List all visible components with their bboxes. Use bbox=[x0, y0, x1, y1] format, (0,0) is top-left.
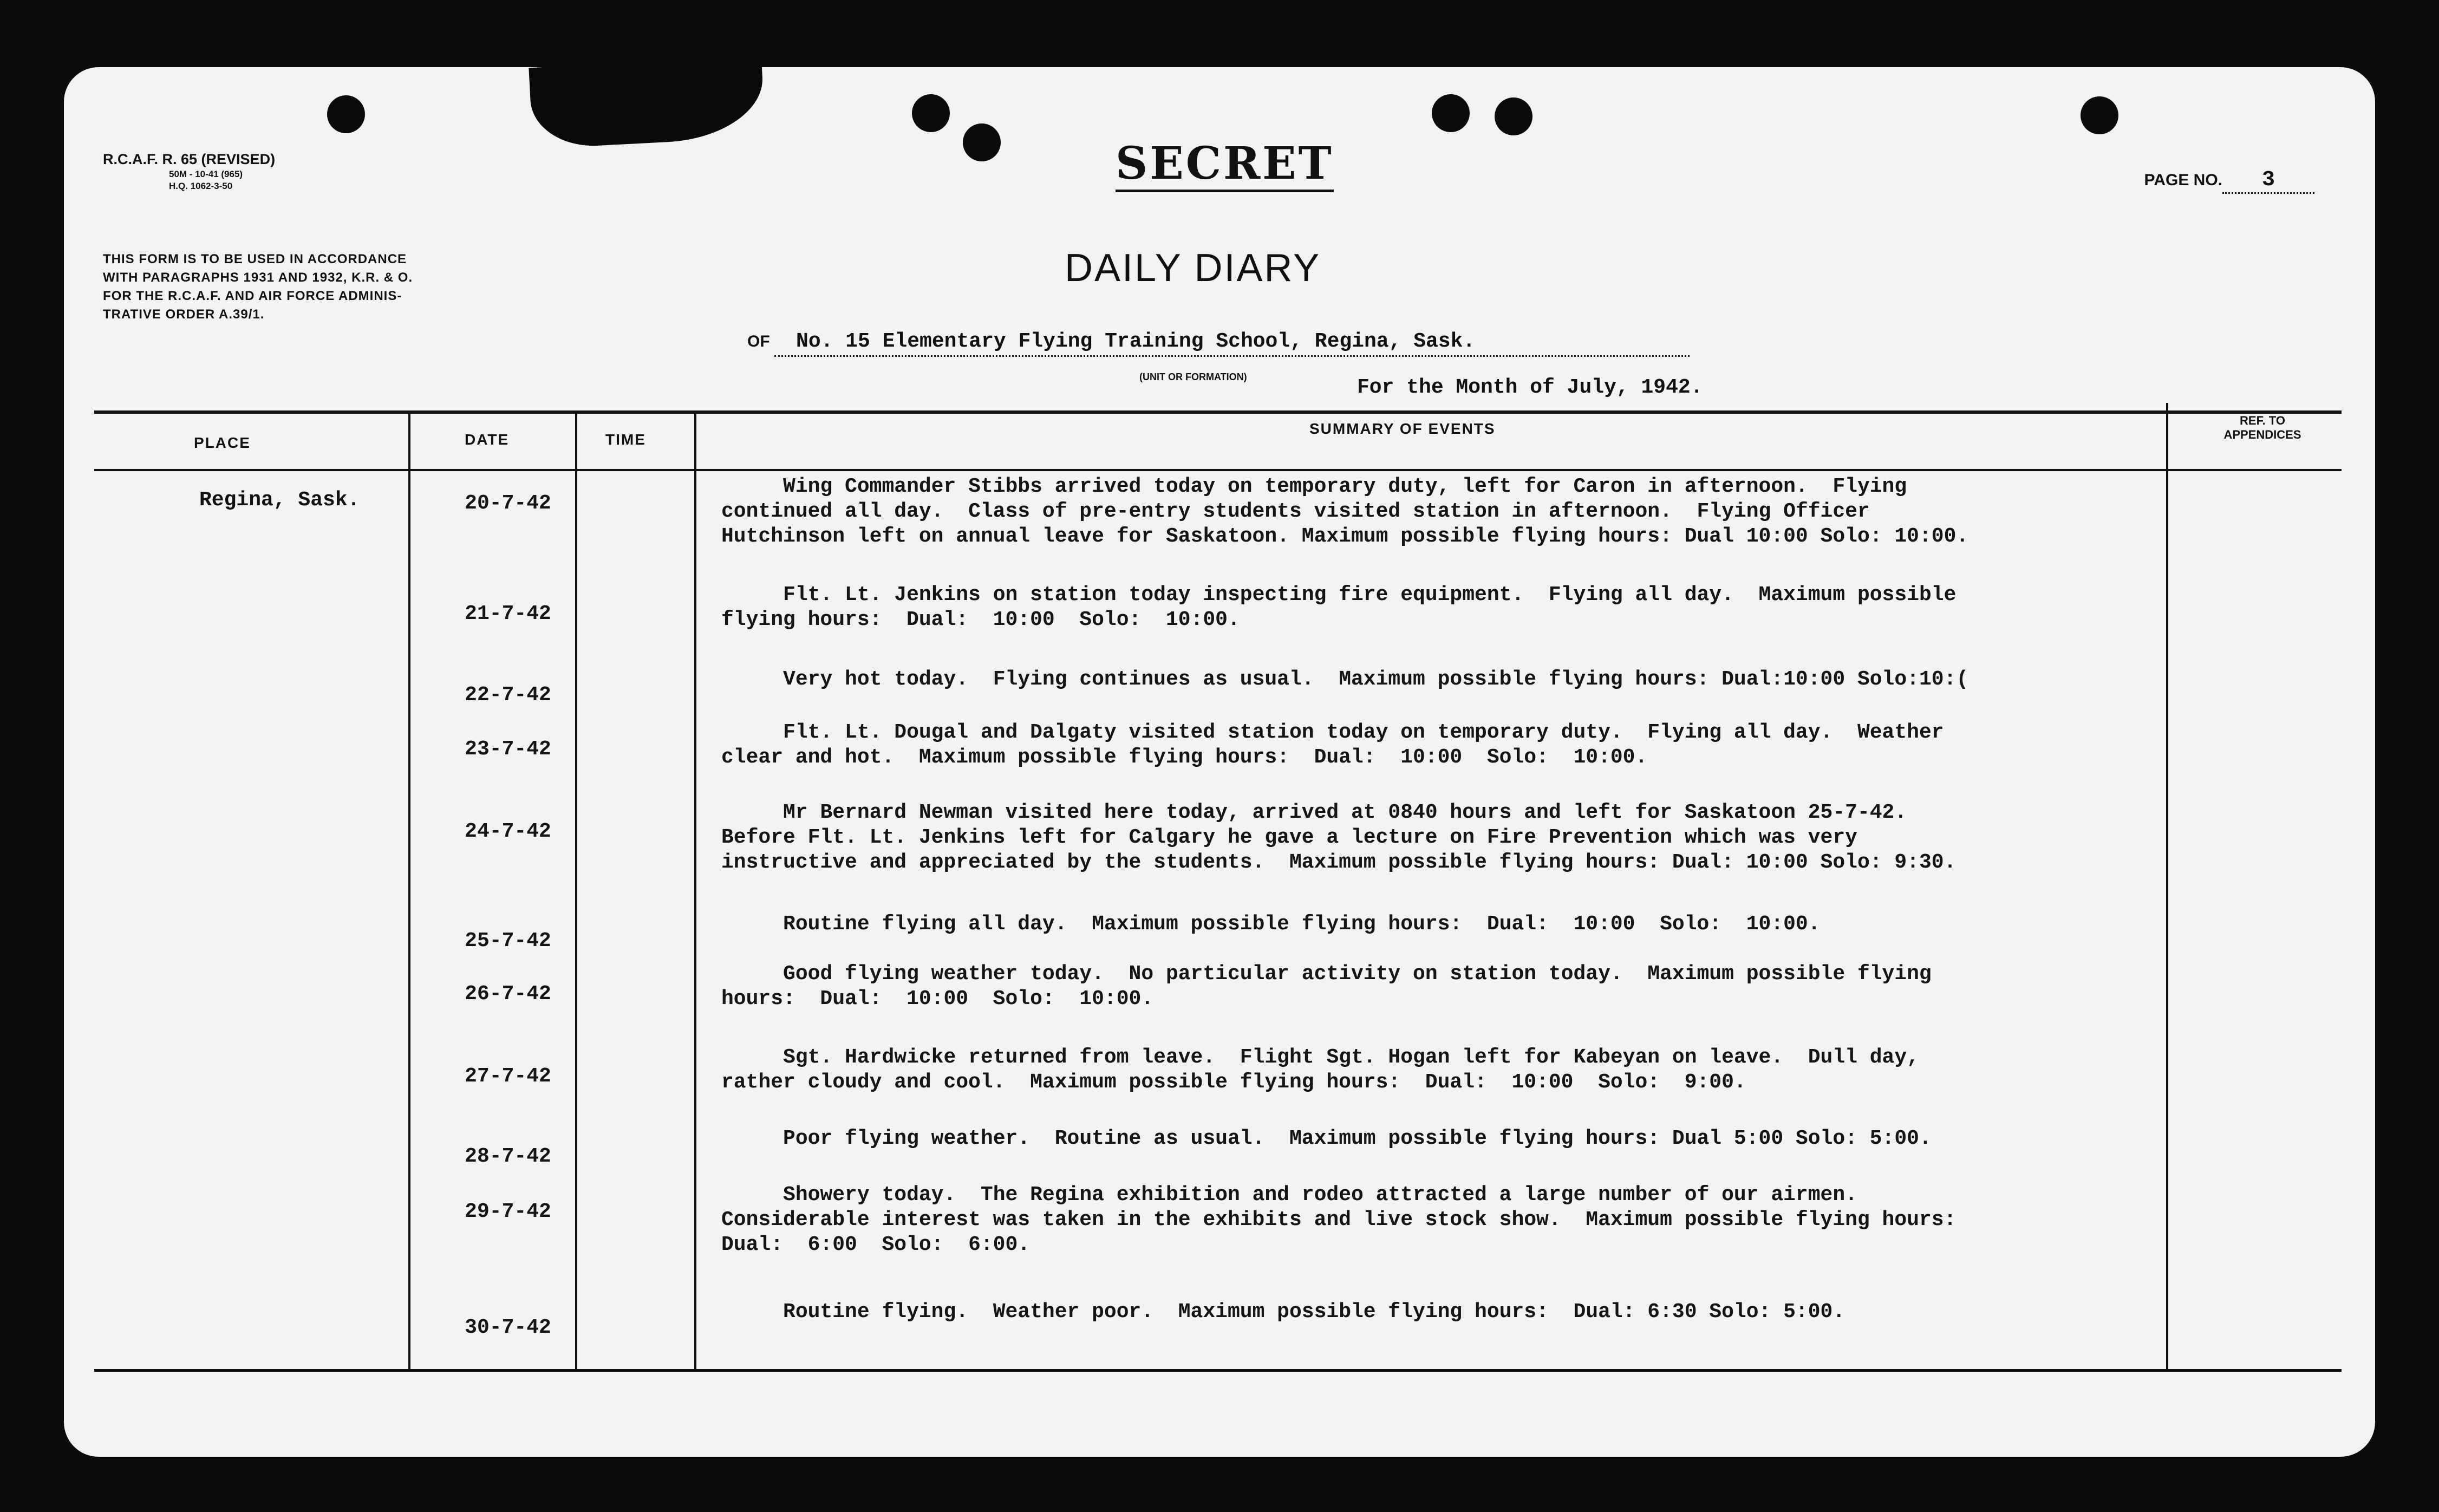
unit-field bbox=[747, 328, 1690, 357]
column-divider bbox=[694, 414, 696, 1371]
entry-summary: Very hot today. Flying continues as usual. Maximum possible flying hours: Dual:10:00 Solo:10:( bbox=[721, 668, 1969, 691]
header-rule bbox=[94, 469, 2342, 471]
column-divider bbox=[408, 414, 410, 1371]
diary-sheet bbox=[64, 67, 2375, 1457]
punch-hole bbox=[1495, 97, 1532, 135]
entry-date: 27-7-42 bbox=[465, 1065, 551, 1088]
entry-date: 20-7-42 bbox=[465, 492, 551, 515]
entry-summary: Wing Commander Stibbs arrived today on temporary duty, left for Caron in afternoon. Flying continued all day. Class of pre-entry students visited station in afternoon. Flying Officer Hutchinson left on annual leave for Saskatoon. Maximum possible flying hours: Dual 10:00 Solo: 10:00. bbox=[721, 475, 1969, 548]
entry-date: 25-7-42 bbox=[465, 929, 551, 953]
punch-hole bbox=[2081, 96, 2118, 134]
instruction-line: THIS FORM IS TO BE USED IN ACCORDANCE bbox=[103, 252, 407, 266]
punch-hole bbox=[1432, 94, 1470, 132]
page-label: PAGE NO. bbox=[2144, 171, 2222, 189]
form-identifier bbox=[103, 151, 275, 192]
entry-date: 23-7-42 bbox=[465, 738, 551, 761]
table-top-rule bbox=[94, 410, 2342, 414]
torn-corner bbox=[529, 67, 765, 149]
ref-header-line: REF. TO bbox=[2240, 414, 2285, 427]
place-cell: Regina, Sask. bbox=[199, 488, 360, 512]
page-number-field bbox=[2144, 168, 2314, 194]
form-instructions bbox=[103, 250, 413, 324]
page-number: 3 bbox=[2222, 168, 2314, 194]
month-line: For the Month of July, 1942. bbox=[1357, 376, 1703, 399]
place-header: PLACE bbox=[194, 434, 251, 451]
unit-name: No. 15 Elementary Flying Training School, Regina, Sask. bbox=[774, 328, 1690, 357]
entry-summary: Flt. Lt. Dougal and Dalgaty visited station today on temporary duty. Flying all day. Weather clear and hot. Maximum possible flying hours: Dual: 10:00 Solo: 10:00. bbox=[721, 721, 1944, 769]
entry-date: 26-7-42 bbox=[465, 982, 551, 1006]
ref-appendices-header bbox=[2208, 414, 2317, 442]
entry-date: 22-7-42 bbox=[465, 683, 551, 707]
print-line: 50M - 10-41 (965) bbox=[169, 169, 243, 179]
classification-stamp: SECRET bbox=[1116, 138, 1334, 192]
punch-hole bbox=[327, 95, 365, 133]
entry-date: 30-7-42 bbox=[465, 1316, 551, 1339]
punch-hole bbox=[963, 123, 1001, 161]
entry-summary: Routine flying. Weather poor. Maximum possible flying hours: Dual: 6:30 Solo: 5:00. bbox=[721, 1300, 1845, 1324]
unit-caption: (UNIT OR FORMATION) bbox=[1139, 372, 1247, 382]
of-label: OF bbox=[747, 333, 770, 350]
entry-summary: Routine flying all day. Maximum possible flying hours: Dual: 10:00 Solo: 10:00. bbox=[721, 913, 1821, 936]
instruction-line: FOR THE R.C.A.F. AND AIR FORCE ADMINIS- bbox=[103, 289, 402, 303]
entry-summary: Sgt. Hardwicke returned from leave. Flight Sgt. Hogan left for Kabeyan on leave. Dull day, rather cloudy and cool. Maximum possible flying hours: Dual: 10:00 Solo: 9:00. bbox=[721, 1046, 1919, 1094]
ref-header-line: APPENDICES bbox=[2223, 428, 2301, 441]
page-title: DAILY DIARY bbox=[1065, 246, 1321, 290]
instruction-line: WITH PARAGRAPHS 1931 AND 1932, K.R. & O. bbox=[103, 270, 413, 285]
entry-summary: Poor flying weather. Routine as usual. Maximum possible flying hours: Dual 5:00 Solo: 5:00. bbox=[721, 1127, 1932, 1150]
time-header: TIME bbox=[605, 431, 646, 448]
punch-hole bbox=[912, 94, 950, 132]
date-header: DATE bbox=[465, 431, 510, 448]
form-code: R.C.A.F. R. 65 (REVISED) bbox=[103, 151, 276, 167]
entry-date: 28-7-42 bbox=[465, 1145, 551, 1168]
entry-date: 29-7-42 bbox=[465, 1200, 551, 1223]
column-divider bbox=[575, 414, 577, 1371]
entry-date: 21-7-42 bbox=[465, 602, 551, 625]
summary-header: SUMMARY OF EVENTS bbox=[1309, 420, 1496, 437]
entry-summary: Showery today. The Regina exhibition and rodeo attracted a large number of our airmen. Considerable interest was taken in the exhibits and live stock show. Maximum possible flying hours: Dual: 6:00 Solo: 6:00. bbox=[721, 1183, 1957, 1256]
instruction-line: TRATIVE ORDER A.39/1. bbox=[103, 307, 265, 322]
table-bottom-rule bbox=[94, 1369, 2342, 1372]
entry-summary: Mr Bernard Newman visited here today, arrived at 0840 hours and left for Saskatoon 25-7-42. Before Flt. Lt. Jenkins left for Calgary he gave a lecture on Fire Prevention which was very instructive and appreciated by the students. Maximum possible flying hours: Dual: 10:00 Solo: 9:30. bbox=[721, 801, 1957, 874]
entry-date: 24-7-42 bbox=[465, 820, 551, 843]
print-line: H.Q. 1062-3-50 bbox=[169, 181, 233, 191]
entry-summary: Flt. Lt. Jenkins on station today inspecting fire equipment. Flying all day. Maximum possible flying hours: Dual: 10:00 Solo: 10:00. bbox=[721, 583, 1957, 631]
entry-summary: Good flying weather today. No particular activity on station today. Maximum possible flying hours: Dual: 10:00 Solo: 10:00. bbox=[721, 962, 1932, 1011]
